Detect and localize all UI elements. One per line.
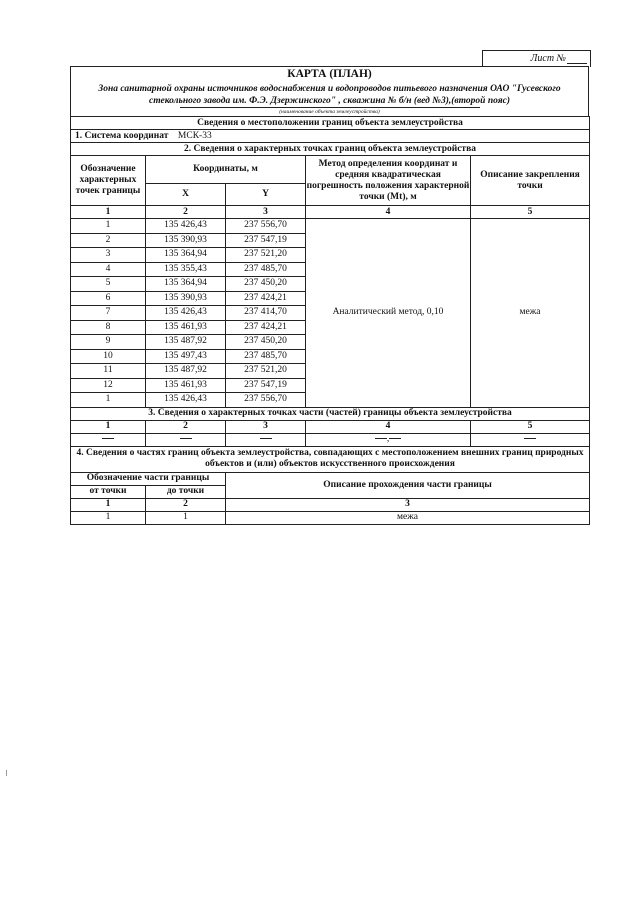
point-y: 237 547,19 [226, 233, 306, 248]
point-x: 135 364,94 [146, 277, 226, 292]
col-number-2: 2 [146, 206, 226, 219]
header-x: X [146, 184, 226, 206]
header-passage-description: Описание прохождения части границы [226, 472, 590, 498]
section4-table [70, 446, 590, 525]
document-title: КАРТА (ПЛАН) [287, 68, 372, 80]
point-x: 135 426,43 [146, 219, 226, 234]
section4-title: 4. Сведения о частях границ объекта землеустройства, совпадающих с местоположением внешних границ природных объектов и (или) объектов искусственного происхождения [71, 446, 590, 472]
to-point: 1 [146, 511, 226, 524]
point-y: 237 556,70 [226, 393, 306, 408]
table-row [71, 219, 590, 234]
point-y: 237 521,20 [226, 364, 306, 379]
point-y: 237 547,19 [226, 378, 306, 393]
dash: , [306, 433, 471, 446]
point-x: 135 390,93 [146, 291, 226, 306]
sheet-number-label: Лист № [530, 53, 566, 64]
point-x: 135 390,93 [146, 233, 226, 248]
point-id: 2 [71, 233, 146, 248]
point-y: 237 450,20 [226, 277, 306, 292]
point-x: 135 497,43 [146, 349, 226, 364]
dash [471, 433, 590, 446]
dash [226, 433, 306, 446]
point-id: 8 [71, 320, 146, 335]
section-main-title: Сведения о местоположении границ объекта землеустройства [71, 117, 590, 130]
table-row [71, 511, 590, 524]
point-id: 6 [71, 291, 146, 306]
point-x: 135 487,92 [146, 335, 226, 350]
sheet-number-blank [567, 63, 587, 64]
scan-mark [6, 770, 7, 776]
s4-col-number-3: 3 [226, 498, 590, 511]
s3-col-number-3: 3 [226, 420, 306, 433]
s3-col-number-4: 4 [306, 420, 471, 433]
header-method: Метод определения координат и средняя квадратическая погрешность положения характерной точки (Mt), м [306, 156, 471, 206]
point-id: 11 [71, 364, 146, 379]
passage-description: межа [226, 511, 590, 524]
point-id: 1 [71, 219, 146, 234]
s4-col-number-1: 1 [71, 498, 146, 511]
point-x: 135 461,93 [146, 378, 226, 393]
title-block [70, 66, 589, 116]
point-id: 1 [71, 393, 146, 408]
s3-col-number-1: 1 [71, 420, 146, 433]
point-x: 135 426,43 [146, 393, 226, 408]
col-number-3: 3 [226, 206, 306, 219]
point-x: 135 364,94 [146, 248, 226, 263]
point-y: 237 450,20 [226, 335, 306, 350]
section1-label: 1. Система координат [75, 130, 169, 141]
point-x: 135 487,92 [146, 364, 226, 379]
point-id: 3 [71, 248, 146, 263]
header-to-point: до точки [146, 485, 226, 498]
point-id: 12 [71, 378, 146, 393]
description-value: межа [471, 219, 590, 408]
col-number-5: 5 [471, 206, 590, 219]
point-y: 237 521,20 [226, 248, 306, 263]
point-id: 5 [71, 277, 146, 292]
s3-col-number-5: 5 [471, 420, 590, 433]
s3-empty-row [71, 433, 590, 446]
object-name-note: (наименование объекта землеустройства) [180, 107, 480, 116]
dash [71, 433, 146, 446]
document-frame [70, 66, 589, 525]
header-point-designation: Обозначение характерных точек границы [71, 156, 146, 206]
s3-col-number-2: 2 [146, 420, 226, 433]
point-id: 9 [71, 335, 146, 350]
method-value: Аналитический метод, 0,10 [306, 219, 471, 408]
point-x: 135 355,43 [146, 262, 226, 277]
object-name: Зона санитарной охраны источников водоснабжения и водопроводов питьевого назначения ОАО "Гусевского стекольного завода им. Ф.Э. Дзержинского" , скважина № б/н (вед №3),(второй пояс) [98, 84, 561, 106]
coordinates-body [71, 219, 590, 408]
dash [146, 433, 226, 446]
col-number-4: 4 [306, 206, 471, 219]
point-y: 237 414,70 [226, 306, 306, 321]
point-id: 10 [71, 349, 146, 364]
section1-row [71, 130, 590, 143]
point-x: 135 461,93 [146, 320, 226, 335]
point-y: 237 424,21 [226, 320, 306, 335]
point-y: 237 485,70 [226, 262, 306, 277]
header-coordinates: Координаты, м [146, 156, 306, 184]
point-id: 4 [71, 262, 146, 277]
point-y: 237 485,70 [226, 349, 306, 364]
header-from-point: от точки [71, 485, 146, 498]
header-description: Описание закрепления точки [471, 156, 590, 206]
header-y: Y [226, 184, 306, 206]
coordinate-system-value: МСК-33 [177, 130, 212, 141]
col-number-1: 1 [71, 206, 146, 219]
header-boundary-part: Обозначение части границы [71, 472, 226, 485]
point-x: 135 426,43 [146, 306, 226, 321]
point-y: 237 424,21 [226, 291, 306, 306]
section2-title: 2. Сведения о характерных точках границ объекта землеустройства [71, 143, 590, 156]
from-point: 1 [71, 511, 146, 524]
section3-title: 3. Сведения о характерных точках части (частей) границы объекта землеустройства [71, 407, 590, 420]
point-y: 237 556,70 [226, 219, 306, 234]
point-id: 7 [71, 306, 146, 321]
s4-col-number-2: 2 [146, 498, 226, 511]
sheet-number-box [482, 50, 591, 67]
boundary-table [70, 116, 590, 447]
